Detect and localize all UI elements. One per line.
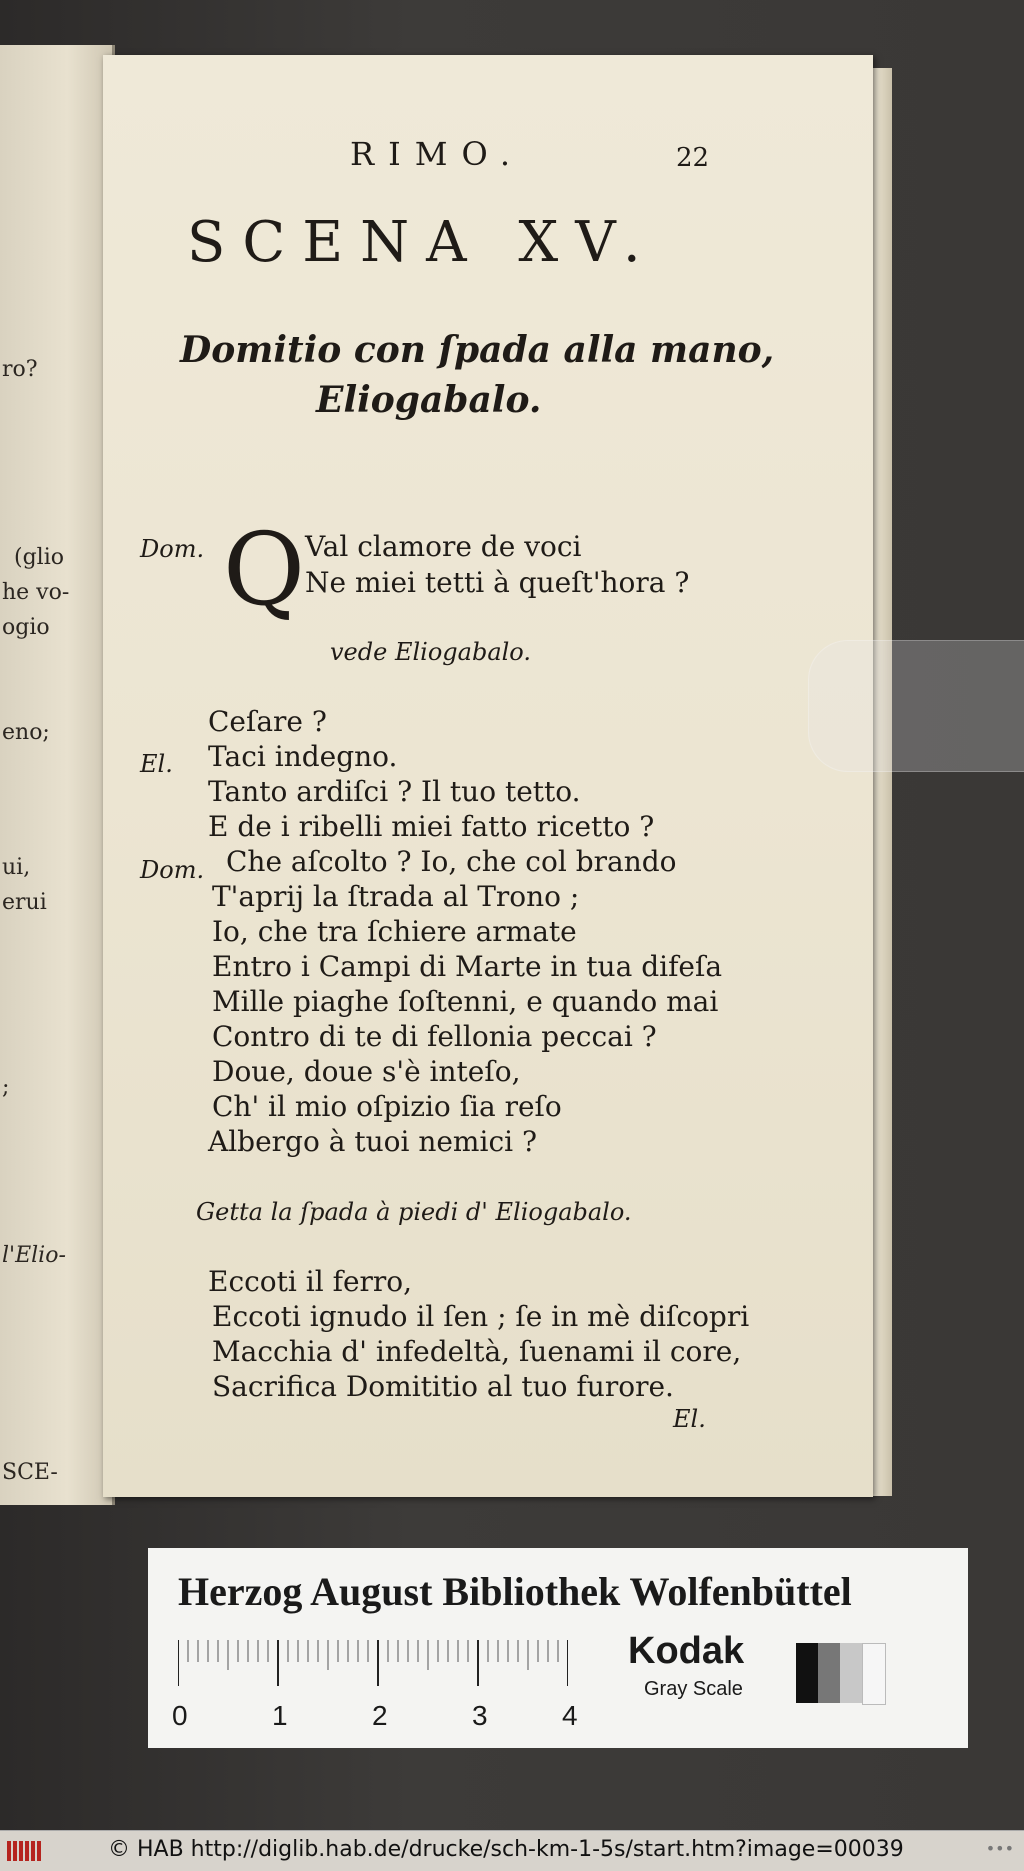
- left-fragment: eno;: [2, 720, 50, 745]
- ruler-number: 3: [472, 1700, 488, 1731]
- scale-ruler: [178, 1640, 568, 1686]
- left-fragment: he vo-: [2, 580, 70, 605]
- speaker-label: Dom.: [140, 535, 205, 563]
- verse-line: E de i ribelli miei fatto ricetto ?: [208, 810, 655, 843]
- left-fragment: ogio: [2, 615, 50, 640]
- gray-swatch: [862, 1643, 886, 1705]
- verse-line: T'aprij la ſtrada al Trono ;: [212, 880, 580, 913]
- stage-direction: vede Eliogabalo.: [330, 638, 531, 666]
- left-fragment: erui: [2, 890, 47, 915]
- calibration-card: [148, 1548, 968, 1748]
- drop-cap: Q: [223, 511, 305, 628]
- scene-title: SCENA XV.: [187, 210, 658, 275]
- gray-scale-label: Gray Scale: [644, 1678, 743, 1700]
- verse-line: Sacrifica Domititio al tuo furore.: [212, 1370, 674, 1403]
- gray-swatch: [840, 1643, 862, 1703]
- verse-line: Contro di te di fellonia peccai ?: [212, 1020, 657, 1053]
- dramatis-personae-line: Domitio con ſpada alla mano,: [180, 329, 775, 371]
- verse-line: Taci indegno.: [208, 740, 398, 773]
- stage-direction: Getta la ſpada à piedi d' Eliogabalo.: [196, 1198, 632, 1226]
- verse-line: Io, che tra ſchiere armate: [212, 915, 577, 948]
- verse-line: Eccoti ignudo il ſen ; ſe in mè diſcopri: [212, 1300, 750, 1333]
- verse-line: Doue, doue s'è inteſo,: [212, 1055, 521, 1088]
- dramatis-personae-line: Eliogabalo.: [316, 379, 542, 421]
- left-fragment: l'Elio-: [2, 1243, 66, 1268]
- ruler-number: 0: [172, 1700, 188, 1731]
- left-fragment: SCE-: [2, 1460, 58, 1485]
- hab-logo-icon: [6, 1839, 46, 1863]
- verse-line: Ne miei tetti à queſt'hora ?: [305, 566, 690, 599]
- verse-line: Albergo à tuoi nemici ?: [208, 1125, 537, 1158]
- ruler-number: 2: [372, 1700, 388, 1731]
- library-name: Herzog August Bibliothek Wolfenbüttel: [178, 1569, 852, 1614]
- left-fragment: (glio: [14, 545, 64, 570]
- verse-line: Eccoti il ferro,: [208, 1265, 413, 1298]
- catchword: El.: [673, 1405, 706, 1433]
- running-head: RIMO.: [350, 135, 525, 173]
- speaker-label: Dom.: [140, 856, 205, 884]
- speaker-label: El.: [140, 750, 173, 778]
- gray-swatch: [796, 1643, 818, 1703]
- verse-line: Ceſare ?: [208, 705, 327, 738]
- page-number: 22: [676, 143, 710, 173]
- left-fragment: ro?: [2, 357, 38, 382]
- left-fragment: ;: [2, 1075, 10, 1100]
- verse-line: Entro i Campi di Marte in tua difeſa: [212, 950, 723, 983]
- ruler-number: 1: [272, 1700, 288, 1731]
- kodak-logo: Kodak: [628, 1630, 745, 1672]
- verse-line: Tanto ardiſci ? Il tuo tetto.: [208, 775, 581, 808]
- source-url-text: © HAB http://diglib.hab.de/drucke/sch-km-1-5s/start.htm?image=00039: [108, 1837, 904, 1862]
- gray-swatch: [818, 1643, 840, 1703]
- left-fragment: ui,: [2, 855, 31, 880]
- footer-bar: [0, 1830, 1024, 1871]
- more-dots-icon: •••: [985, 1839, 1014, 1858]
- verse-line: Mille piaghe ſoſtenni, e quando mai: [212, 985, 719, 1018]
- verse-line: Che aſcolto ? Io, che col brando: [226, 845, 677, 878]
- left-page-edge: [0, 45, 115, 1505]
- clear-tape: [808, 640, 1024, 772]
- ruler-number: 4: [562, 1700, 578, 1731]
- verse-line: Macchia d' infedeltà, ſuenami il core,: [212, 1335, 742, 1368]
- verse-line: Val clamore de voci: [305, 530, 582, 563]
- verse-line: Ch' il mio oſpizio ſia reſo: [212, 1090, 562, 1123]
